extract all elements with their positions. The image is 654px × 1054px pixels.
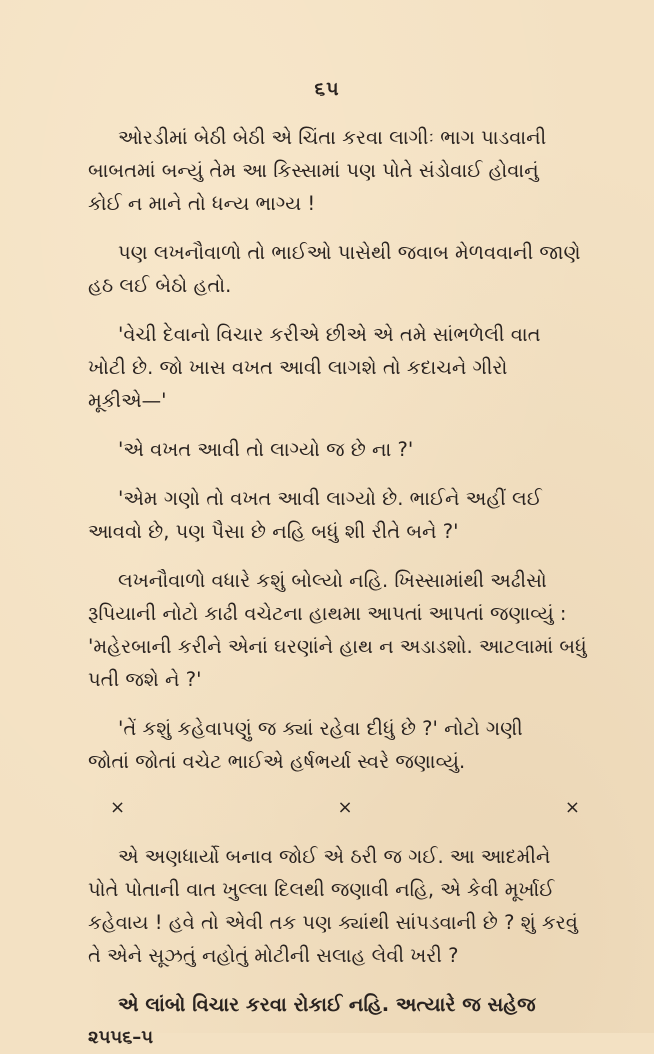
paragraph bbox=[88, 318, 598, 417]
text-line: પોતે પોતાની વાત ખુલ્લા દિલથી જણાવી નહિ, એ કેવી મૂર્ખાઈ bbox=[88, 878, 555, 901]
text-line: 'એમ ગણો તો વખત આવી લાગ્યો છે. ભાઈને અહીં લઈ bbox=[118, 487, 542, 510]
separator-mark: × bbox=[337, 797, 353, 818]
text-line: ઓરડીમાં બેઠી બેઠી એ ચિંતા કરવા લાગીઃ ભાગ પાડવાની bbox=[118, 126, 547, 149]
paragraph bbox=[88, 236, 598, 302]
page-number: ૬૫ bbox=[314, 78, 340, 100]
section-separator bbox=[88, 794, 598, 822]
paragraph bbox=[88, 840, 598, 972]
text-line: બાબતમાં બન્યું તેમ આ કિસ્સામાં પણ પોતે સંડોવાઈ હોવાનું bbox=[88, 159, 539, 182]
text-line: મૂકીએ—' bbox=[88, 389, 167, 412]
paragraph bbox=[88, 988, 598, 1054]
text-line: એ અણધાર્યો બનાવ જોઈ એ ઠરી જ ગઈ. આ આદમીને bbox=[118, 845, 551, 868]
footer-signature: ૨૫૫૬–૫ bbox=[88, 1027, 154, 1048]
text-line: 'મહેરબાની કરીને એનાં ઘરણાંને હાથ ન અડાડશો. આટલામાં બધું bbox=[88, 635, 587, 658]
text-line: રૂપિયાની નોટો કાઢી વચેટના હાથમા આપતાં આપતાં જણાવ્યું : bbox=[88, 602, 567, 625]
text-line: હઠ લઈ બેઠો હતો. bbox=[88, 274, 232, 297]
paragraph bbox=[88, 482, 598, 548]
text-line: 'એ વખત આવી તો લાગ્યો જ છે ના ?' bbox=[118, 438, 414, 461]
text-line: એ લાંબો વિચાર કરવા રોકાઈ નહિ. અત્યારે જ સહેજ bbox=[118, 993, 536, 1016]
text-line: તે એને સૂઝતું નહોતું મોટીની સલાહ લેવી ખરી ? bbox=[88, 944, 459, 967]
paragraph bbox=[88, 712, 598, 778]
paragraph bbox=[88, 564, 598, 696]
text-line: જોતાં જોતાં વચેટ ભાઈએ હર્ષભર્યા સ્વરે જણાવ્યું. bbox=[88, 750, 466, 773]
text-line: 'વેચી દેવાનો વિચાર કરીએ છીએ એ તમે સાંભળેલી વાત bbox=[118, 323, 541, 346]
body-text bbox=[88, 121, 598, 1054]
text-line: પણ લખનૌવાળો તો ભાઈઓ પાસેથી જવાબ મેળવવાની જાણે bbox=[118, 241, 581, 264]
separator-mark: × bbox=[110, 797, 126, 818]
text-line: 'તેં કશું કહેવાપણું જ ક્યાં રહેવા દીધું છે ?' નોટો ગણી bbox=[118, 717, 523, 740]
text-line: કહેવાય ! હવે તો એવી તક પણ ક્યાંથી સાંપડવાની છે ? શું કરવું bbox=[88, 911, 578, 934]
text-line: લખનૌવાળો વધારે કશું બોલ્યો નહિ. ખિસ્સામાંથી અઢીસો bbox=[118, 569, 547, 592]
separator-mark: × bbox=[564, 797, 580, 818]
text-line: કોઈ ન માને તો ધન્ય ભાગ્ય ! bbox=[88, 192, 316, 215]
paragraph bbox=[88, 121, 598, 220]
text-line: પતી જશે ને ?' bbox=[88, 668, 202, 691]
text-line: ખોટી છે. જો ખાસ વખત આવી લાગશે તો કદાચને ગીરો bbox=[88, 356, 508, 379]
text-line: આવવો છે, પણ પૈસા છે નહિ બધું શી રીતે બને ?' bbox=[88, 520, 459, 543]
paragraph bbox=[88, 433, 598, 466]
